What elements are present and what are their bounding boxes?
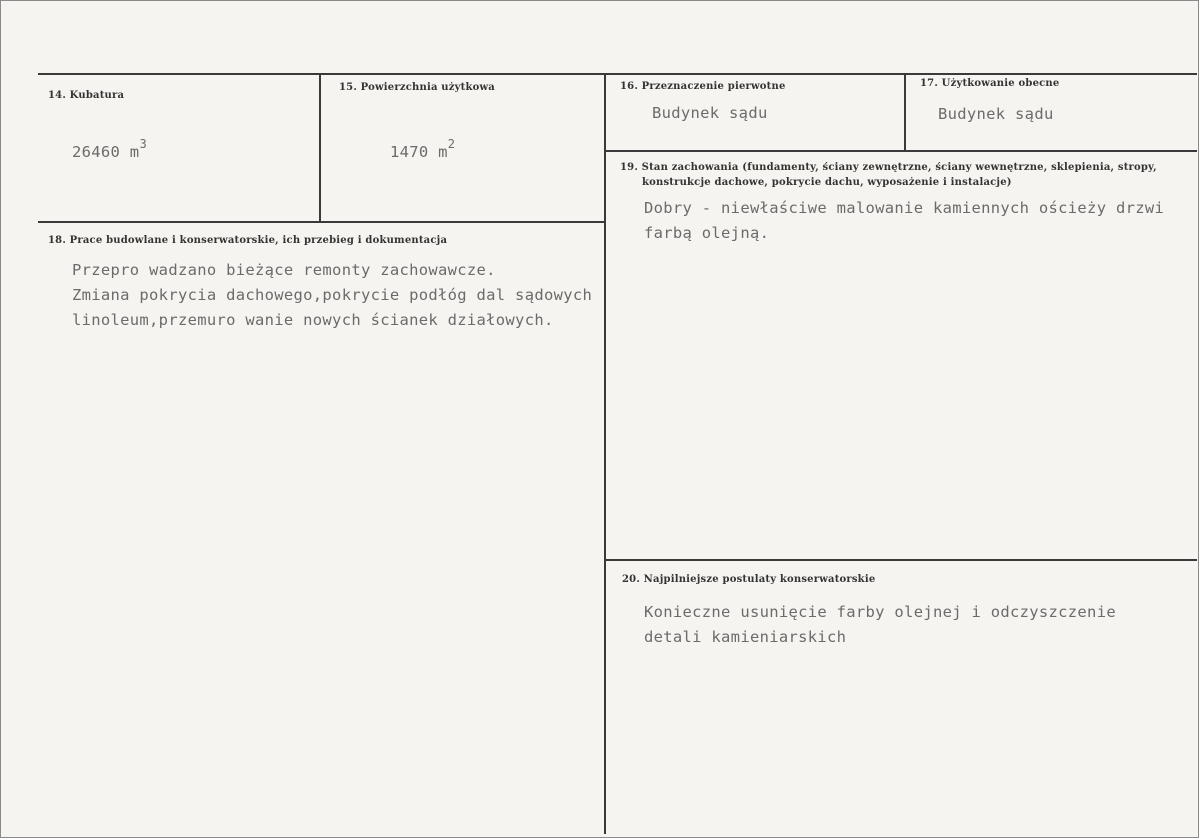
field-16-label: 16. Przeznaczenie pierwotne <box>620 81 786 92</box>
field-19-label-line2: konstrukcje dachowe, pokrycie dachu, wyposażenie i instalacje) <box>642 177 1012 188</box>
divider-19-20 <box>604 559 1197 561</box>
divider-15-16 <box>604 74 606 834</box>
field-19-label <box>620 160 1157 190</box>
top-divider <box>38 73 1197 75</box>
field-17-value: Budynek sądu <box>938 105 1054 123</box>
field-19-line: Dobry - niewłaściwe malowanie kamiennych ościeży drzwi <box>644 199 1165 217</box>
field-20-text <box>644 600 1116 650</box>
field-19-label-line1: 19. Stan zachowania (fundamenty, ściany zewnętrzne, ściany wewnętrzne, sklepienia, stropy, <box>620 162 1157 173</box>
field-18-line: Zmiana pokrycia dachowego,pokrycie podłóg dal sądowych <box>72 286 593 304</box>
powierzchnia-value: 1470 m <box>390 143 448 161</box>
field-19-line: farbą olejną. <box>644 224 770 242</box>
field-16-value: Budynek sądu <box>652 104 768 122</box>
divider-16-19 <box>604 150 1197 152</box>
field-17-label: 17. Użytkowanie obecne <box>920 78 1060 89</box>
field-20-line: detali kamieniarskich <box>644 628 847 646</box>
field-18-line: Przepro wadzano bieżące remonty zachowawcze. <box>72 261 496 279</box>
field-18-line: linoleum,przemuro wanie nowych ścianek działowych. <box>72 311 554 329</box>
field-14-value <box>72 137 147 161</box>
divider-16-17 <box>904 74 906 150</box>
field-19-text <box>644 196 1164 246</box>
field-20-line: Konieczne usunięcie farby olejnej i odczyszczenie <box>644 603 1116 621</box>
divider-14-15 <box>319 74 321 222</box>
field-15-value <box>390 137 456 161</box>
divider-row1-left <box>38 221 605 223</box>
kubatura-value: 26460 m <box>72 143 140 161</box>
field-15-label: 15. Powierzchnia użytkowa <box>339 82 495 93</box>
field-14-label: 14. Kubatura <box>48 90 125 101</box>
field-18-text <box>72 258 592 333</box>
powierzchnia-exponent: 2 <box>447 137 456 151</box>
kubatura-exponent: 3 <box>139 137 147 151</box>
field-18-label: 18. Prace budowlane i konserwatorskie, ich przebieg i dokumentacja <box>48 235 448 246</box>
field-20-label: 20. Najpilniejsze postulaty konserwatorskie <box>622 574 876 585</box>
